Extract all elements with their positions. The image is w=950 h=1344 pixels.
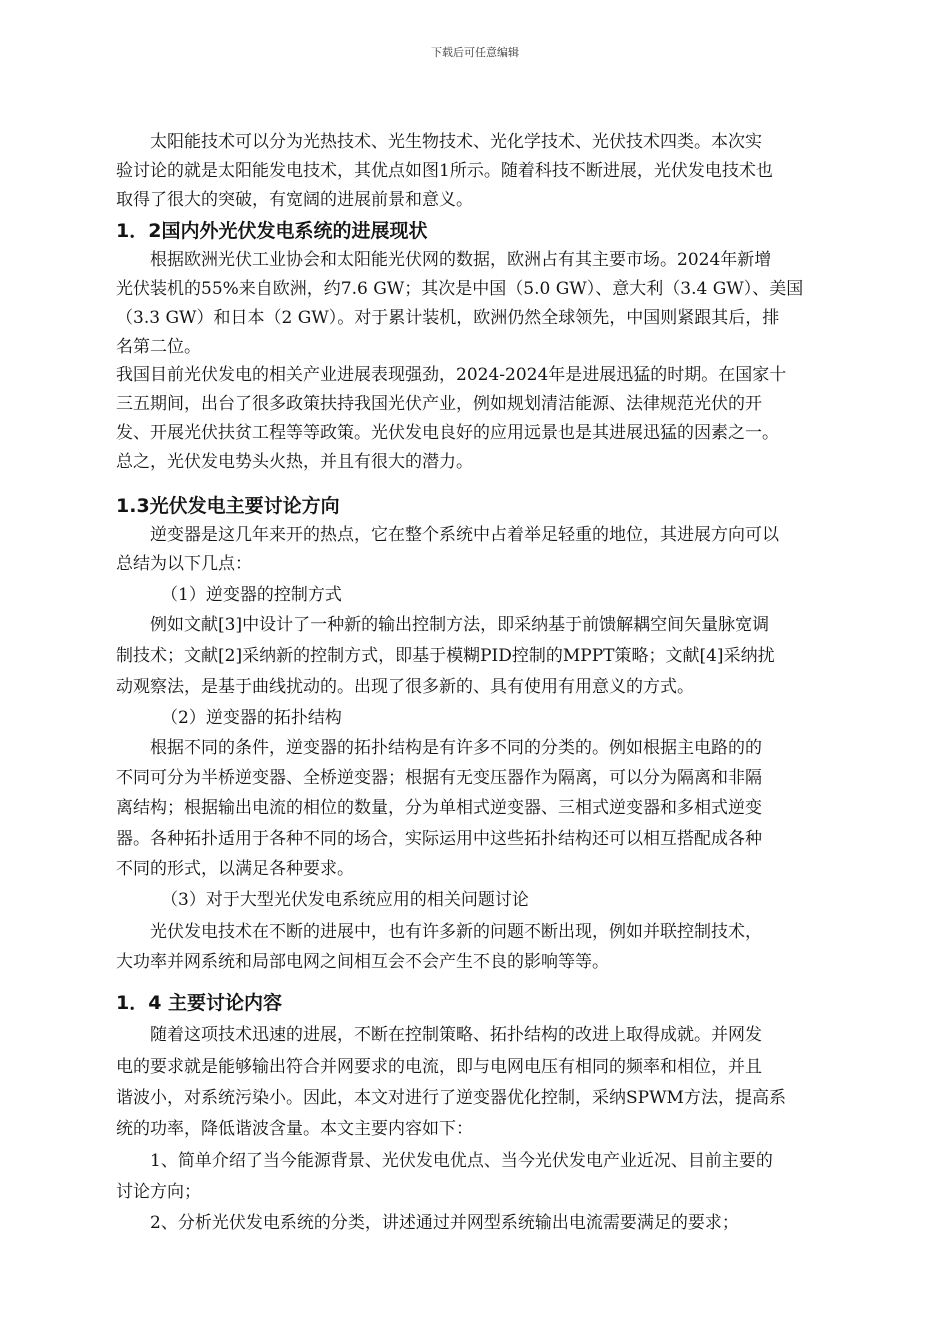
paragraph-line: 电的要求就是能够输出符合并网要求的电流，即与电网电压有相同的频率和相位，并且 (116, 1057, 762, 1077)
subheading: （1）逆变器的控制方式 (161, 585, 342, 605)
paragraph-line: 验讨论的就是太阳能发电技术，其优点如图1所示。随着科技不断进展，光伏发电技术也 (116, 161, 773, 181)
paragraph-line: 太阳能技术可以分为光热技术、光生物技术、光化学技术、光伏技术四类。本次实 (150, 132, 762, 152)
list-item-line: 讨论方向； (116, 1182, 201, 1202)
paragraph-line: 不同的形式，以满足各种要求。 (116, 859, 354, 879)
section-heading-1-2: 1．2国内外光伏发电系统的进展现状 (116, 220, 428, 242)
paragraph-line: 统的功率，降低谐波含量。本文主要内容如下： (116, 1119, 473, 1139)
section-heading-1-4: 1．4 主要讨论内容 (116, 992, 283, 1014)
paragraph-line: （3.3 GW）和日本（2 GW）。对于累计装机，欧洲仍然全球领先，中国则紧跟其后，排 (116, 308, 780, 328)
paragraph-line: 随着这项技术迅速的进展，不断在控制策略、拓扑结构的改进上取得成就。并网发 (150, 1025, 762, 1045)
paragraph-line: 根据不同的条件，逆变器的拓扑结构是有许多不同的分类的。例如根据主电路的的 (150, 738, 762, 758)
paragraph-line: 例如文献[3]中设计了一种新的输出控制方法，即采纳基于前馈解耦空间矢量脉宽调 (150, 615, 770, 635)
subheading: （3）对于大型光伏发电系统应用的相关问题讨论 (161, 890, 529, 910)
paragraph-line: 谐波小，对系统污染小。因此，本文对进行了逆变器优化控制，采纳SPWM方法，提高系 (116, 1088, 786, 1108)
paragraph-line: 总结为以下几点： (116, 554, 252, 574)
paragraph-line: 三五期间，出台了很多政策扶持我国光伏产业，例如规划清洁能源、法律规范光伏的开 (116, 394, 762, 414)
paragraph-line: 动观察法，是基于曲线扰动的。出现了很多新的、具有使用有用意义的方式。 (116, 677, 694, 697)
paragraph-line: 根据欧洲光伏工业协会和太阳能光伏网的数据，欧洲占有其主要市场。2024年新增 (150, 250, 772, 270)
paragraph-line: 取得了很大的突破，有宽阔的进展前景和意义。 (116, 190, 473, 210)
page-header: 下载后可任意编辑 (431, 46, 519, 59)
list-item-line: 1、简单介绍了当今能源背景、光伏发电优点、当今光伏发电产业近况、目前主要的 (150, 1151, 773, 1171)
section-heading-1-3: 1.3光伏发电主要讨论方向 (116, 495, 340, 517)
paragraph-line: 离结构；根据输出电流的相位的数量，分为单相式逆变器、三相式逆变器和多相式逆变 (116, 798, 762, 818)
paragraph-line: 我国目前光伏发电的相关产业进展表现强劲，2024-2024年是进展迅猛的时期。在国家十 (116, 365, 787, 385)
paragraph-line: 制技术；文献[2]采纳新的控制方式，即基于模糊PID控制的MPPT策略；文献[4]采纳扰 (116, 646, 775, 666)
list-item-line: 2、分析光伏发电系统的分类，讲述通过并网型系统输出电流需要满足的要求； (150, 1213, 739, 1233)
paragraph-line: 名第二位。 (116, 337, 201, 357)
paragraph-line: 器。各种拓扑适用于各种不同的场合，实际运用中这些拓扑结构还可以相互搭配成各种 (116, 829, 762, 849)
paragraph-line: 大功率并网系统和局部电网之间相互会不会产生不良的影响等等。 (116, 952, 609, 972)
paragraph-line: 总之，光伏发电势头火热，并且有很大的潜力。 (116, 452, 473, 472)
paragraph-line: 逆变器是这几年来开的热点，它在整个系统中占着举足轻重的地位，其进展方向可以 (150, 525, 779, 545)
paragraph-line: 不同可分为半桥逆变器、全桥逆变器；根据有无变压器作为隔离，可以分为隔离和非隔 (116, 768, 762, 788)
paragraph-line: 光伏发电技术在不断的进展中，也有许多新的问题不断出现，例如并联控制技术， (150, 922, 762, 942)
paragraph-line: 发、开展光伏扶贫工程等等政策。光伏发电良好的应用远景也是其进展迅猛的因素之一。 (116, 423, 779, 443)
paragraph-line: 光伏装机的55%来自欧洲，约7.6 GW；其次是中国（5.0 GW）、意大利（3.4 GW）、美国 (116, 279, 804, 299)
subheading: （2）逆变器的拓扑结构 (161, 708, 342, 728)
